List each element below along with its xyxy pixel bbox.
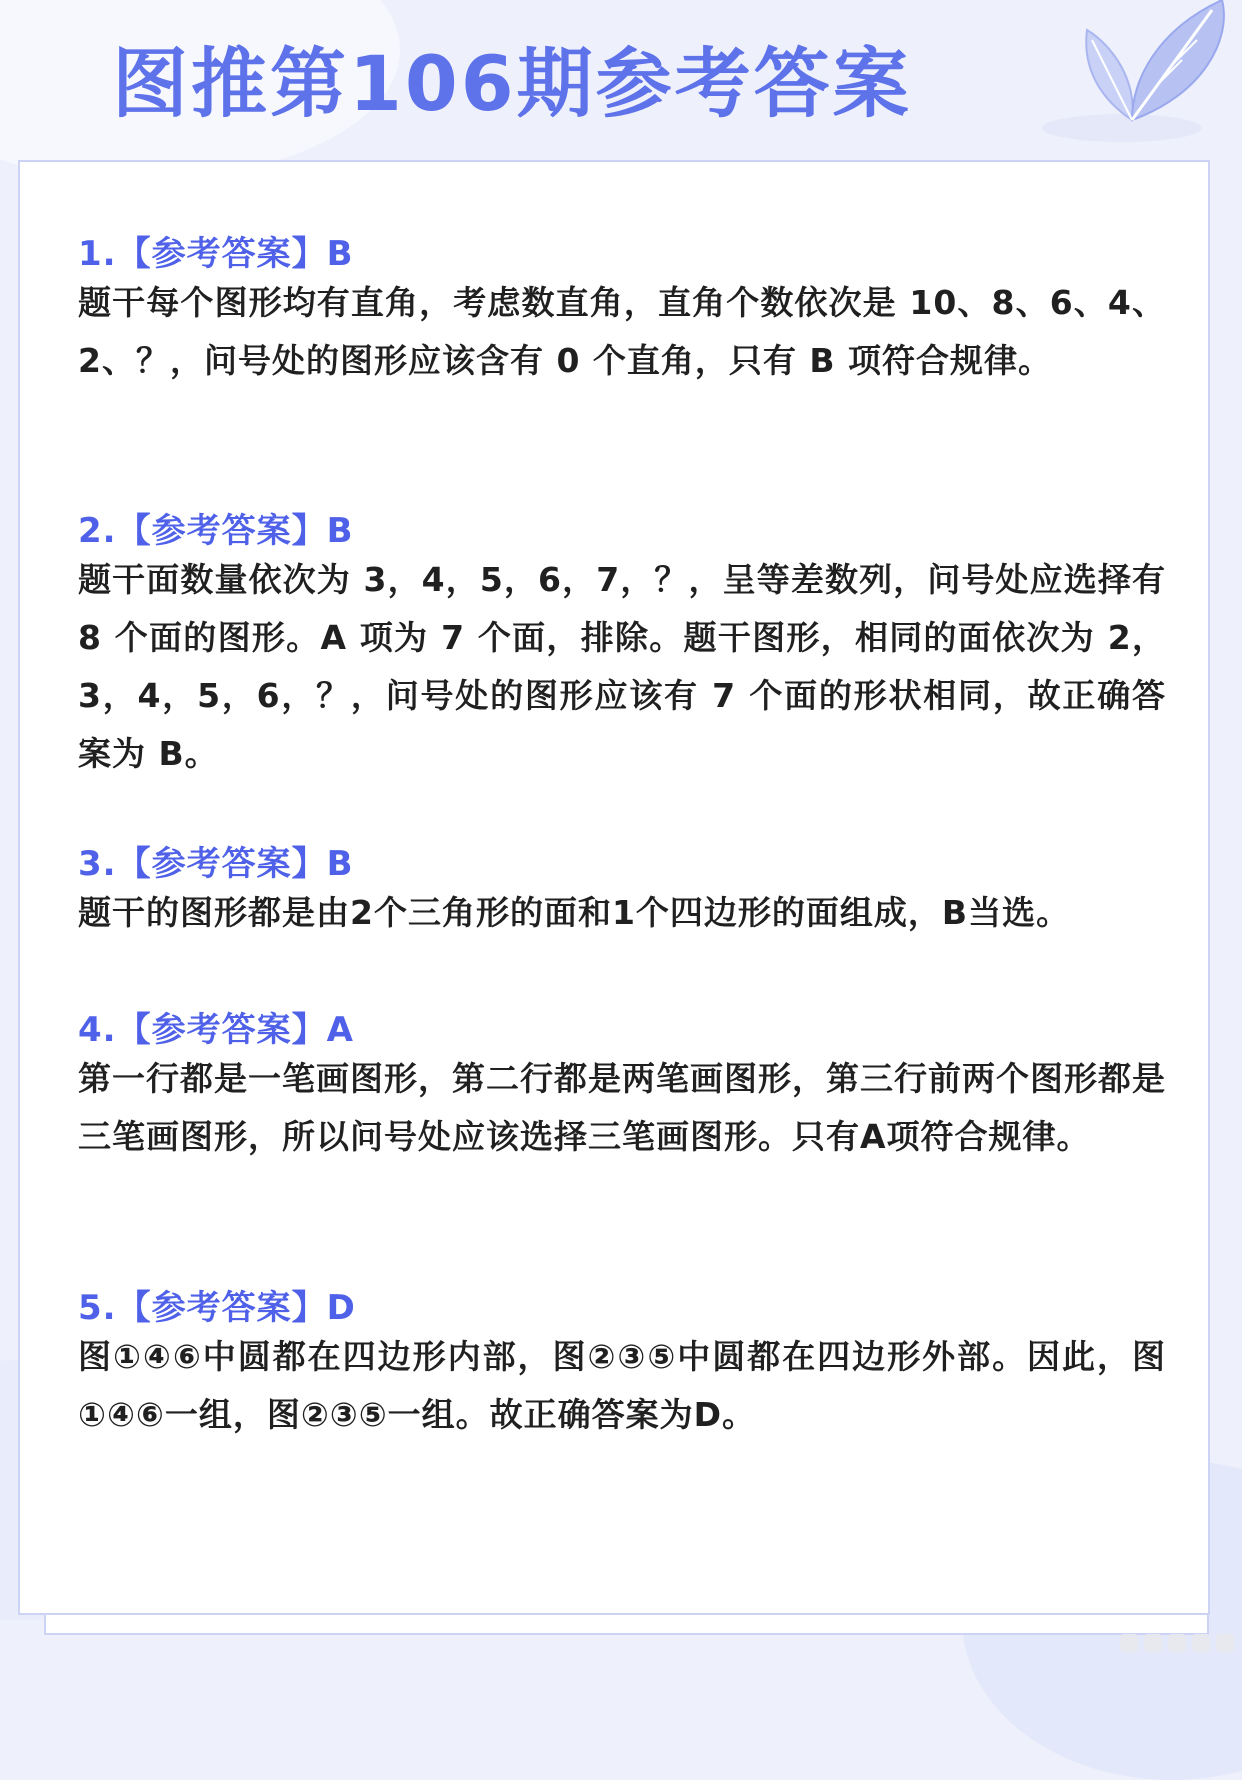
answer-explanation: 图①④⑥中圆都在四边形内部，图②③⑤中圆都在四边形外部。因此，图①④⑥一组，图②③⑤一组。故正确答案为D。	[78, 1337, 1166, 1434]
answer-explanation: 题干每个图形均有直角，考虑数直角，直角个数依次是 10、8、6、4、2、？，问号处的图形应该含有 0 个直角，只有 B 项符合规律。	[78, 283, 1166, 380]
indicator-dot	[1216, 1634, 1234, 1652]
indicator-dot	[1144, 1634, 1162, 1652]
answer-heading: 1.【参考答案】B	[78, 234, 354, 274]
answer-explanation: 第一行都是一笔画图形，第二行都是两笔画图形，第三行前两个图形都是三笔画图形，所以问号处应该选择三笔画图形。只有A项符合规律。	[78, 1059, 1166, 1156]
indicator-dot	[1192, 1634, 1210, 1652]
indicator-dot	[1120, 1634, 1138, 1652]
answer-heading: 4.【参考答案】A	[78, 1010, 354, 1050]
answer-heading: 5.【参考答案】D	[78, 1288, 356, 1328]
answer-explanation: 题干面数量依次为 3，4，5，6，7，？，呈等差数列，问号处应选择有 8 个面的图形。A 项为 7 个面，排除。题干图形，相同的面依次为 2，3，4，5，6，？，问号处的图形应该有 7 个面的形状相同，故正确答案为 B。	[78, 560, 1166, 773]
page-indicator	[1120, 1634, 1234, 1652]
page-title: 图推第106期参考答案	[112, 39, 912, 128]
answer-explanation: 题干的图形都是由2个三角形的面和1个四边形的面组成，B当选。	[78, 893, 1071, 932]
leaf-decoration-icon	[982, 0, 1242, 150]
answer-heading: 2.【参考答案】B	[78, 511, 354, 551]
answer-heading: 3.【参考答案】B	[78, 844, 354, 884]
indicator-dot	[1168, 1634, 1186, 1652]
